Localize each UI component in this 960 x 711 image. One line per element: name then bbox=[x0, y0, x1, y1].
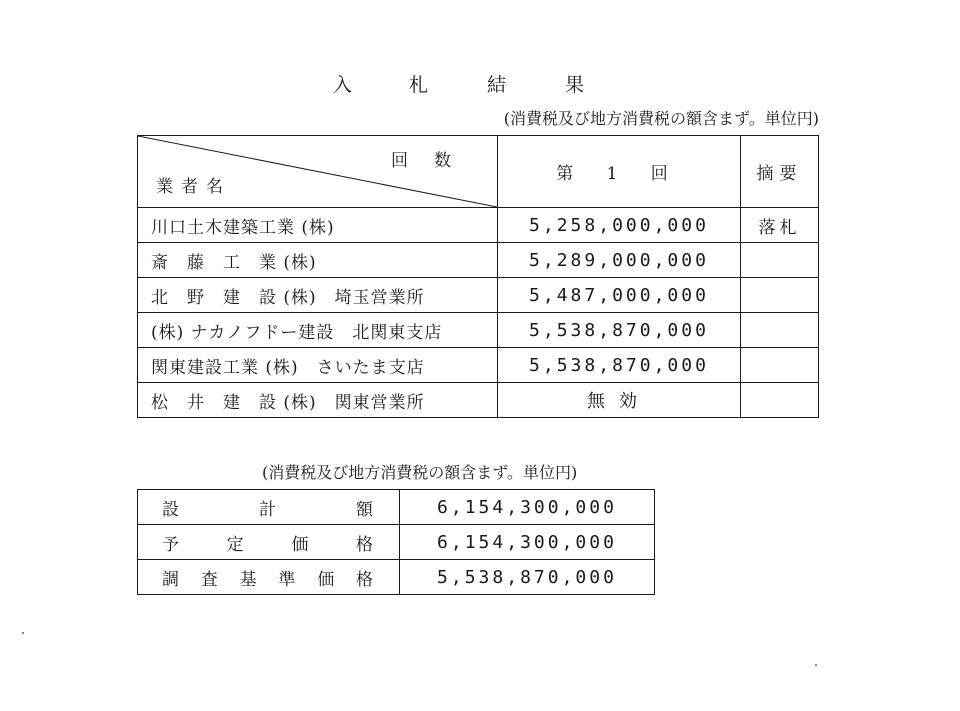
bid-amount: 5,258,000,000 bbox=[498, 208, 741, 243]
bid-remarks bbox=[741, 348, 819, 383]
price-value: 6,154,300,000 bbox=[400, 525, 655, 560]
table-row bbox=[138, 383, 819, 418]
bid-amount: 5,538,870,000 bbox=[498, 313, 741, 348]
label-char: 格 bbox=[355, 569, 373, 590]
vendor-name: 斎 藤 工 業 (株) bbox=[138, 243, 498, 278]
table-row bbox=[138, 313, 819, 348]
label-char: 設 bbox=[162, 499, 179, 520]
table-row bbox=[138, 278, 819, 313]
title-char: 入 bbox=[333, 74, 353, 96]
table-row bbox=[138, 525, 655, 560]
vendor-name: 北 野 建 設 (株) 埼玉営業所 bbox=[138, 278, 498, 313]
price-label bbox=[138, 560, 400, 595]
label-char: 調 bbox=[162, 569, 179, 590]
label-char: 査 bbox=[200, 569, 218, 590]
bid-results-table bbox=[137, 135, 819, 418]
label-char: 予 bbox=[162, 534, 179, 555]
bid-remarks: 落札 bbox=[741, 208, 819, 243]
header-count-label: 回数 bbox=[391, 151, 477, 171]
price-value: 5,538,870,000 bbox=[400, 560, 655, 595]
scan-speck bbox=[815, 664, 817, 666]
bid-remarks bbox=[741, 313, 819, 348]
table-row bbox=[138, 348, 819, 383]
price-table bbox=[137, 489, 655, 595]
scan-speck bbox=[22, 632, 24, 634]
bid-amount: 5,538,870,000 bbox=[498, 348, 741, 383]
document-title bbox=[0, 72, 960, 98]
bid-amount: 無効 bbox=[498, 383, 741, 418]
label-char: 額 bbox=[356, 499, 373, 520]
label-char: 計 bbox=[259, 499, 276, 520]
bid-remarks bbox=[741, 278, 819, 313]
tax-note-top: (消費税及び地方消費税の額含まず。単位円) bbox=[503, 109, 819, 128]
table-header-row bbox=[138, 136, 819, 208]
title-char: 果 bbox=[565, 74, 585, 96]
price-label bbox=[138, 490, 400, 525]
title-char: 札 bbox=[409, 74, 429, 96]
table-row bbox=[138, 208, 819, 243]
price-label bbox=[138, 525, 400, 560]
title-char: 結 bbox=[487, 74, 507, 96]
tax-note-bottom: (消費税及び地方消費税の額含まず。単位円) bbox=[262, 463, 578, 482]
bid-amount: 5,487,000,000 bbox=[498, 278, 741, 313]
header-vendor-label: 業者名 bbox=[156, 177, 231, 197]
vendor-name: 関東建設工業 (株) さいたま支店 bbox=[138, 348, 498, 383]
label-char: 基 bbox=[239, 569, 257, 590]
table-row bbox=[138, 490, 655, 525]
label-char: 準 bbox=[278, 569, 296, 590]
bid-remarks bbox=[741, 243, 819, 278]
table-row bbox=[138, 560, 655, 595]
header-corner-cell bbox=[138, 136, 498, 208]
vendor-name: 松 井 建 設 (株) 関東営業所 bbox=[138, 383, 498, 418]
price-value: 6,154,300,000 bbox=[400, 490, 655, 525]
table-row bbox=[138, 243, 819, 278]
label-char: 定 bbox=[226, 534, 244, 555]
label-char: 価 bbox=[317, 569, 335, 590]
vendor-name: (株) ナカノフドー建設 北関東支店 bbox=[138, 313, 498, 348]
label-char: 価 bbox=[291, 534, 309, 555]
bid-remarks bbox=[741, 383, 819, 418]
header-round: 第 1 回 bbox=[498, 136, 741, 208]
bid-amount: 5,289,000,000 bbox=[498, 243, 741, 278]
header-remarks: 摘要 bbox=[741, 136, 819, 208]
label-char: 格 bbox=[355, 534, 373, 555]
vendor-name: 川口土木建築工業 (株) bbox=[138, 208, 498, 243]
